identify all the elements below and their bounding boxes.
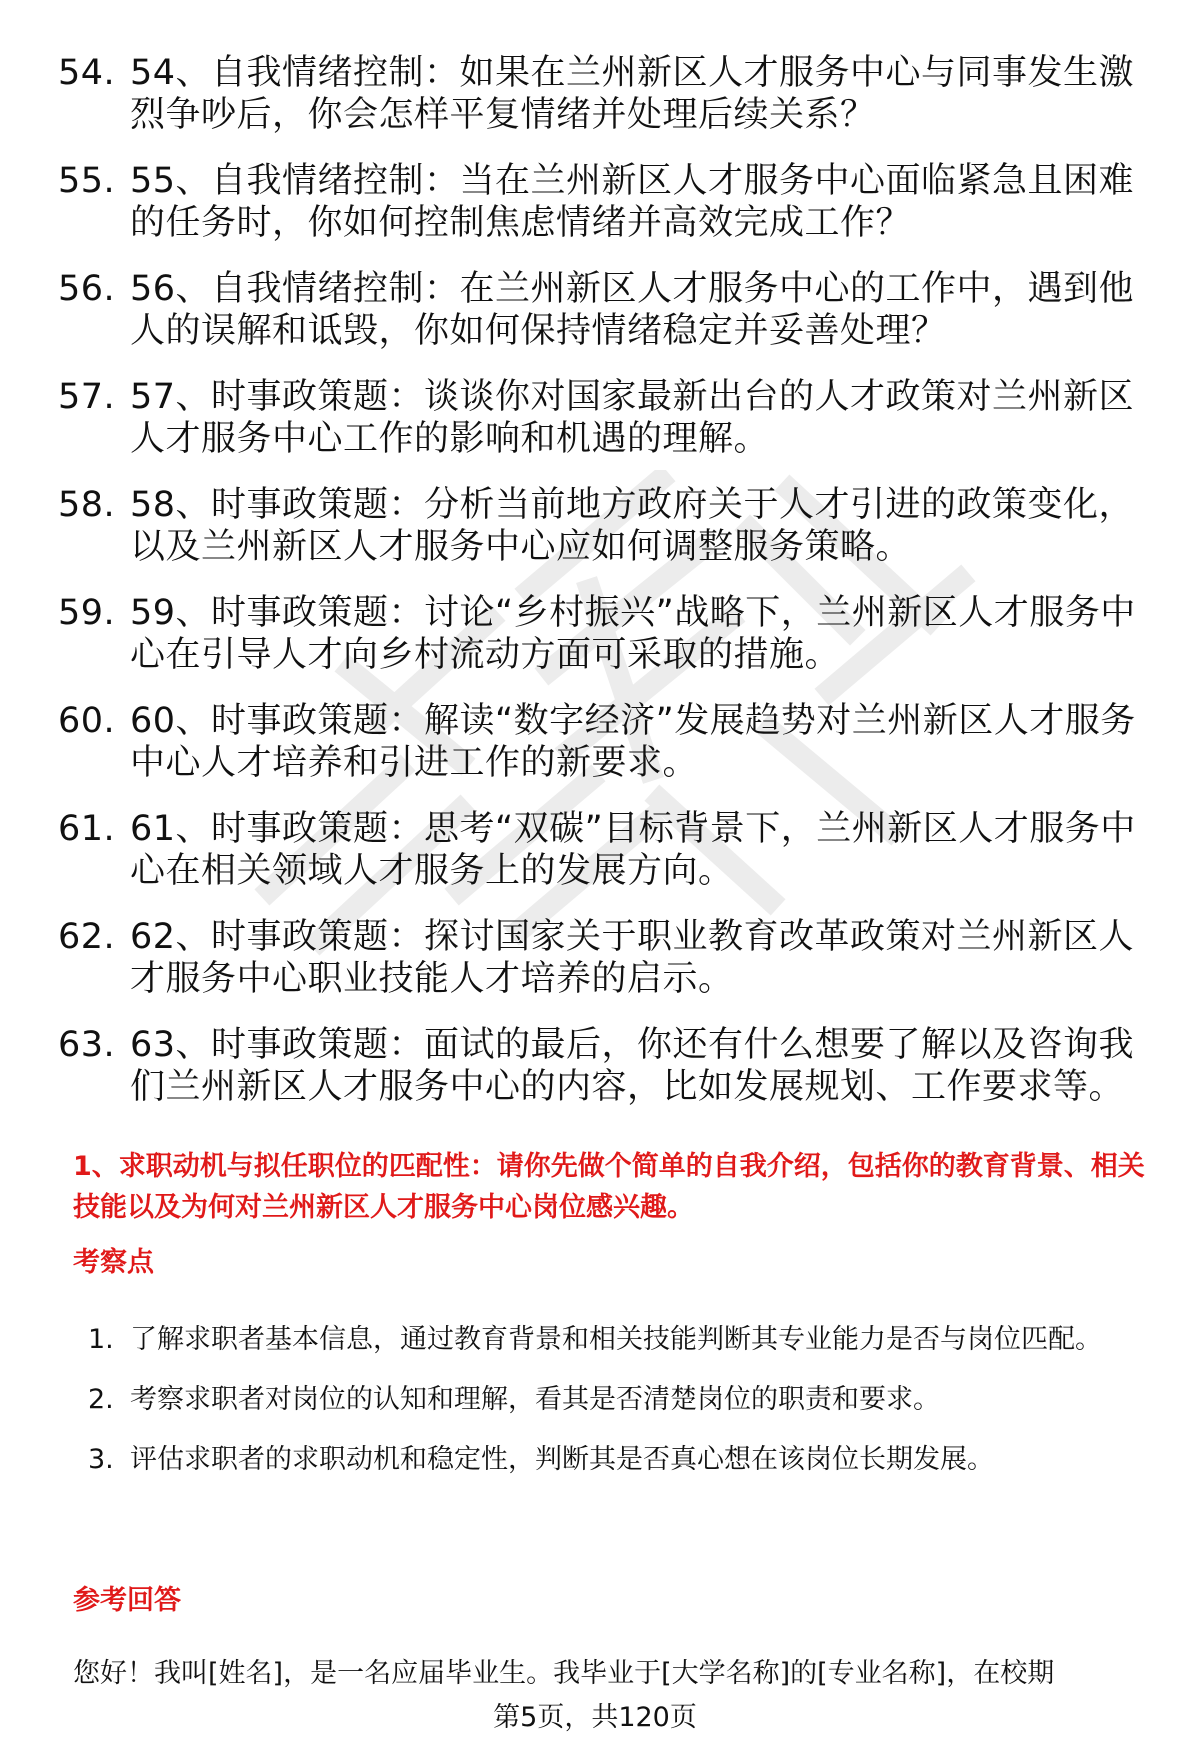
list-item xyxy=(58,808,1158,916)
list-item xyxy=(88,1370,1153,1430)
item-text: 62、时事政策题：探讨国家关于职业教育改革政策对兰州新区人才服务中心职业技能人才培养的启示。 xyxy=(130,917,1135,999)
item-text: 57、时事政策题：谈谈你对国家最新出台的人才政策对兰州新区人才服务中心工作的影响和机遇的理解。 xyxy=(130,377,1135,459)
item-number: 63. xyxy=(58,1025,116,1065)
item-number: 61. xyxy=(58,809,116,849)
point-text: 评估求职者的求职动机和稳定性，判断其是否真心想在该岗位长期发展。 xyxy=(130,1444,994,1475)
answer-text: 您好！我叫[姓名]，是一名应届毕业生。我毕业于[大学名称]的[专业名称]，在校期 xyxy=(73,1658,1055,1689)
list-item xyxy=(88,1430,1153,1490)
point-number: 3. xyxy=(88,1444,114,1475)
item-text: 58、时事政策题：分析当前地方政府关于人才引进的政策变化，以及兰州新区人才服务中心应如何调整服务策略。 xyxy=(130,485,1135,567)
item-text: 54、自我情绪控制：如果在兰州新区人才服务中心与同事发生激烈争吵后，你会怎样平复情绪并处理后续关系？ xyxy=(130,53,1135,135)
item-number: 60. xyxy=(58,701,116,741)
list-item xyxy=(58,160,1158,268)
list-item xyxy=(58,52,1158,160)
section-title: 1、求职动机与拟任职位的匹配性：请你先做个简单的自我介绍，包括你的教育背景、相关技能以及为何对兰州新区人才服务中心岗位感兴趣。 xyxy=(73,1151,1145,1223)
list-item xyxy=(58,916,1158,1024)
item-text: 61、时事政策题：思考“双碳”目标背景下，兰州新区人才服务中心在相关领域人才服务上的发展方向。 xyxy=(130,809,1136,891)
point-number: 2. xyxy=(88,1384,114,1415)
point-text: 了解求职者基本信息，通过教育背景和相关技能判断其专业能力是否与岗位匹配。 xyxy=(130,1324,1102,1355)
item-text: 60、时事政策题：解读“数字经济”发展趋势对兰州新区人才服务中心人才培养和引进工作的新要求。 xyxy=(130,701,1136,783)
item-number: 59. xyxy=(58,593,116,633)
point-text: 考察求职者对岗位的认知和理解，看其是否清楚岗位的职责和要求。 xyxy=(130,1384,940,1415)
list-item xyxy=(58,592,1158,700)
list-item xyxy=(58,700,1158,808)
point-number: 1. xyxy=(88,1324,114,1355)
page-footer: 第5页，共120页 xyxy=(493,1702,697,1733)
item-number: 56. xyxy=(58,269,116,309)
item-text: 63、时事政策题：面试的最后，你还有什么想要了解以及咨询我们兰州新区人才服务中心的内容，比如发展规划、工作要求等。 xyxy=(130,1025,1135,1107)
item-number: 57. xyxy=(58,377,116,417)
answer-heading: 参考回答 xyxy=(73,1585,181,1616)
list-item xyxy=(58,268,1158,376)
item-number: 55. xyxy=(58,161,116,201)
item-number: 62. xyxy=(58,917,116,957)
list-item xyxy=(58,376,1158,484)
list-item xyxy=(58,484,1158,592)
points-heading: 考察点 xyxy=(73,1247,154,1278)
list-item xyxy=(88,1310,1153,1370)
list-item xyxy=(58,1024,1158,1132)
item-number: 54. xyxy=(58,53,116,93)
assessment-points-list xyxy=(88,1310,1153,1490)
item-text: 56、自我情绪控制：在兰州新区人才服务中心的工作中，遇到他人的误解和诋毁，你如何保持情绪稳定并妥善处理？ xyxy=(130,269,1135,351)
item-number: 58. xyxy=(58,485,116,525)
item-text: 59、时事政策题：讨论“乡村振兴”战略下，兰州新区人才服务中心在引导人才向乡村流动方面可采取的措施。 xyxy=(130,593,1136,675)
item-text: 55、自我情绪控制：当在兰州新区人才服务中心面临紧急且困难的任务时，你如何控制焦虑情绪并高效完成工作？ xyxy=(130,161,1135,243)
question-list xyxy=(58,52,1158,1132)
